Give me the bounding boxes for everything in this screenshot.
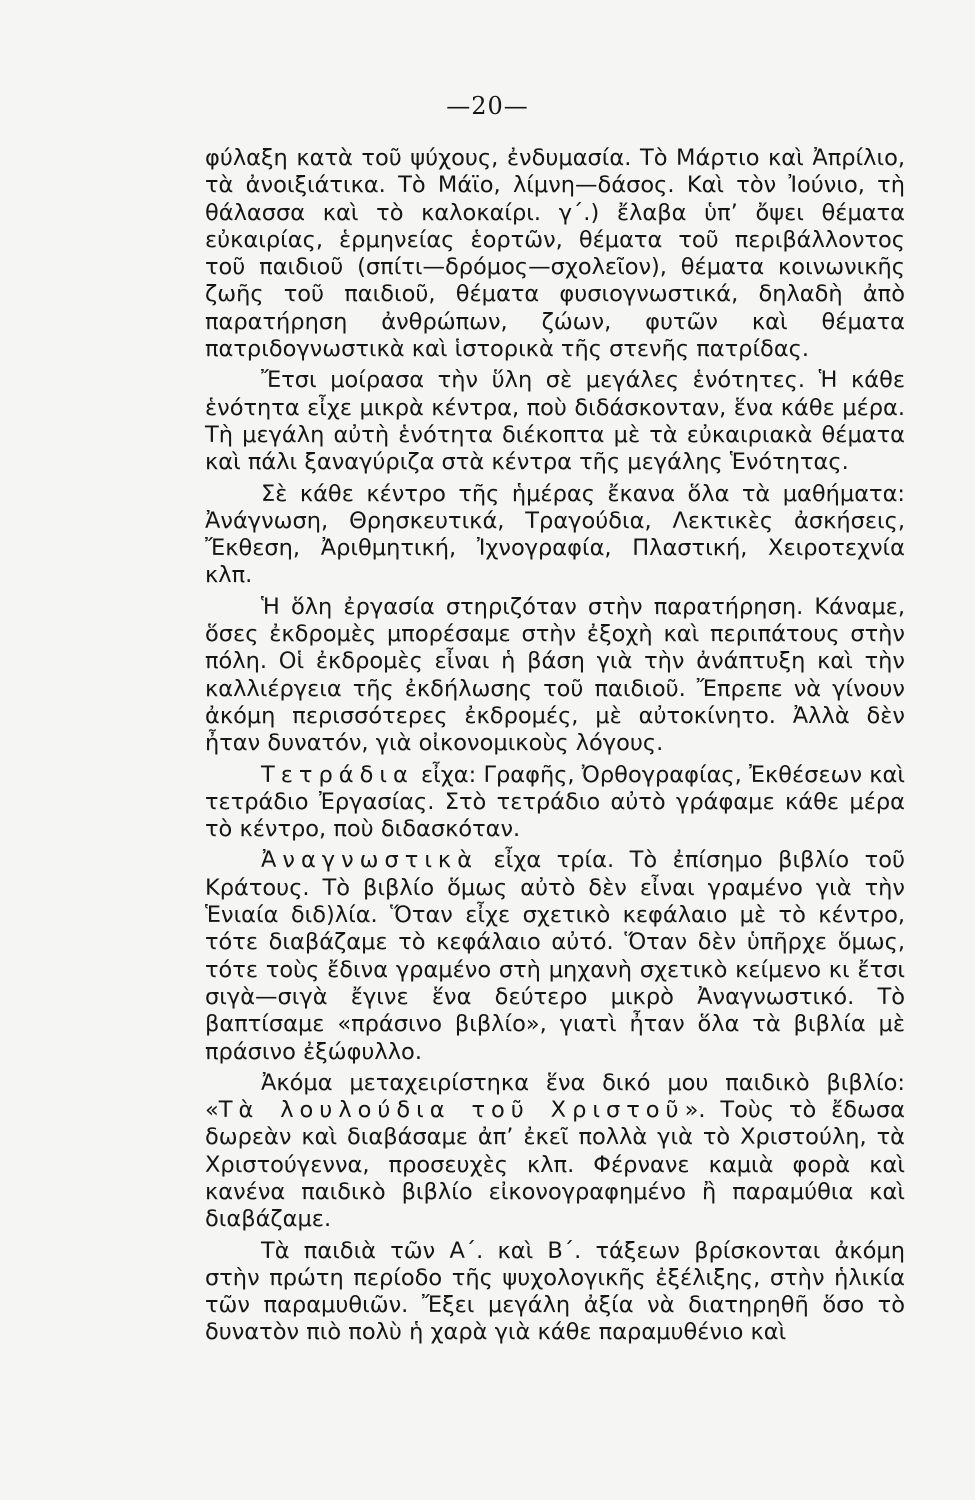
paragraph-6-text: εἶχα τρία. Τὸ ἐπίσημο βιβλίο τοῦ Κράτους. Τὸ βιβλίο ὅμως αὐτὸ δὲν εἶναι γραμένο γιὰ τὴν Ἑνιαία διδ)λία. Ὅταν εἶχε σχετικὸ κεφάλαιο μὲ τὸ κέντρο, τότε διαβάζαμε τὸ κεφάλαιο αὐτό. Ὅταν δὲν ὑπῆρχε ὅμως, τότε τοὺς ἔδινα γραμένο στὴ μηχανὴ σχετικὸ κείμενο κι ἔτσι σιγὰ—σιγὰ ἔγινε ἕνα δεύτερο μικρὸ Ἀναγνωστικό. Τὸ βαπτίσαμε «πράσινο βιβλίο», γιατὶ ἦταν ὅλα τὰ βιβλία μὲ πράσινο ἐξώφυλλο. <box>205 847 905 1065</box>
paragraph-7-text-2: ». Τοὺς τὸ ἔδωσα δωρεὰν καὶ διαβάσαμε ἀπ’ ἐκεῖ πολλὰ γιὰ τὸ Χριστούλη, τὰ Χριστούγεννα, προσευχὲς κλπ. Φέρνανε καμιὰ φορὰ καὶ κανένα παιδικὸ βιβλίο εἰκονογραφημένο ἢ παραμύθια καὶ διαβάζαμε. <box>205 1097 905 1233</box>
paragraph-7-text: Ἀκόμα μεταχειρίστηκα ἕνα δικό μου παιδικὸ βιβλίο: « <box>205 1069 905 1124</box>
spaced-book-title: Τὰ λουλούδια τοῦ Χριστοῦ <box>218 1097 685 1124</box>
spaced-heading-anagnostika: Ἀναγνωστικὰ <box>261 847 479 874</box>
paragraph-5 <box>205 762 905 844</box>
paragraph-7 <box>205 1070 905 1234</box>
paragraph-6 <box>205 847 905 1065</box>
paragraph-1: φύλαξη κατὰ τοῦ ψύχους, ἐνδυμασία. Τὸ Μάρτιο καὶ Ἀπρίλιο, τὰ ἀνοιξιάτικα. Τὸ Μάϊο, λίμνη—δάσος. Καὶ τὸν Ἰούνιο, τὴ θάλασσα καὶ τὸ καλοκαίρι. γ΄.) ἔλαβα ὑπ’ ὄψει θέματα εὐκαιρίας, ἑρμηνείας ἑορτῶν, θέματα τοῦ περιβάλλοντος τοῦ παιδιοῦ (σπίτι—δρόμος—σχολεῖον), θέματα κοινωνικῆς ζωῆς τοῦ παιδιοῦ, θέματα φυσιογνωστικά, δηλαδὴ ἀπὸ παρατήρηση ἀνθρώπων, ζώων, φυτῶν καὶ θέματα πατριδογνωστικὰ καὶ ἱστορικὰ τῆς στενῆς πατρίδας. <box>205 145 905 363</box>
spaced-heading-tetradia: Τετράδια <box>261 761 414 788</box>
page-number: —20— <box>446 92 529 120</box>
paragraph-5-text: εἶχα: Γραφῆς, Ὀρθογραφίας, Ἐκθέσεων καὶ τετράδιο Ἐργασίας. Στὸ τετράδιο αὐτὸ γράφαμε κάθε μέρα τὸ κέντρο, ποὺ διδασκόταν. <box>205 761 905 843</box>
body-text <box>205 145 905 1347</box>
paragraph-2: Ἔτσι μοίρασα τὴν ὕλη σὲ μεγάλες ἑνότητες. Ἡ κάθε ἑνότητα εἶχε μικρὰ κέντρα, ποὺ διδάσκονταν, ἕνα κάθε μέρα. Τὴ μεγάλη αὐτὴ ἑνότητα διέκοπτα μὲ τὰ εὐκαιριακὰ θέματα καὶ πάλι ξαναγύριζα στὰ κέντρα τῆς μεγάλης Ἑνότητας. <box>205 367 905 476</box>
paragraph-8: Τὰ παιδιὰ τῶν Α΄. καὶ Β΄. τάξεων βρίσκονται ἀκόμη στὴν πρώτη περίοδο τῆς ψυχολογικῆς ἐξέλιξης, στὴν ἡλικία τῶν παραμυθιῶν. Ἔξει μεγάλη ἀξία νὰ διατηρηθῆ ὅσο τὸ δυνατὸν πιὸ πολὺ ἡ χαρὰ γιὰ κάθε παραμυθένιο καὶ <box>205 1237 905 1346</box>
paragraph-4: Ἡ ὅλη ἐργασία στηριζόταν στὴν παρατήρηση. Κάναμε, ὅσες ἐκδρομὲς μπορέσαμε στὴν ἐξοχὴ καὶ περιπάτους στὴν πόλη. Οἱ ἐκδρομὲς εἶναι ἡ βάση γιὰ τὴν ἀνάπτυξη καὶ τὴν καλλιέργεια τῆς ἐκδήλωσης τοῦ παιδιοῦ. Ἔπρεπε νὰ γίνουν ἀκόμη περισσότερες ἐκδρομές, μὲ αὐτοκίνητο. Ἀλλὰ δὲν ἦταν δυνατόν, γιὰ οἰκονομικοὺς λόγους. <box>205 593 905 757</box>
paragraph-3: Σὲ κάθε κέντρο τῆς ἡμέρας ἔκανα ὅλα τὰ μαθήματα: Ἀνάγνωση, Θρησκευτικά, Τραγούδια, Λεκτικὲς ἀσκήσεις, Ἔκθεση, Ἀριθμητική, Ἰχνογραφία, Πλαστική, Χειροτεχνία κλπ. <box>205 480 905 589</box>
